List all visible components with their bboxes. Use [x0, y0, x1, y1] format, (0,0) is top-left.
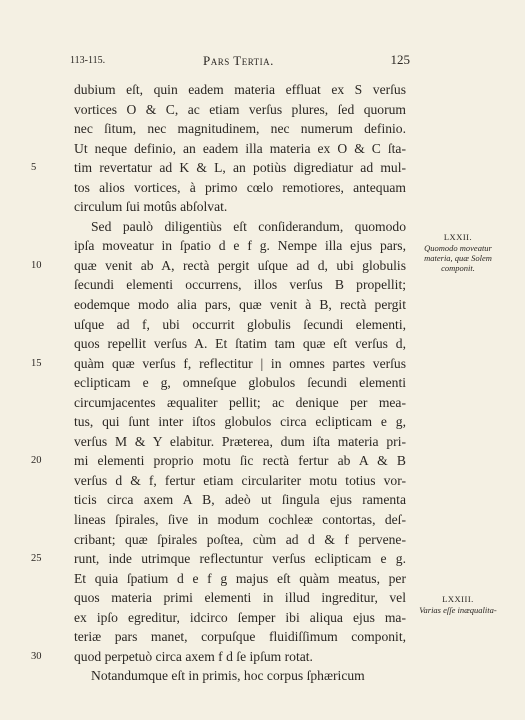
- text-line-content: Et quia ſpatium d e f g majus eſt quàm meatus, per: [74, 570, 406, 586]
- text-line: [31, 256, 406, 276]
- marginal-note-text: Quomodo moveatur materia, quæ Solem componit.: [424, 243, 492, 273]
- text-line: [74, 373, 406, 393]
- line-number: 5: [31, 162, 37, 174]
- text-line-content: verſus d & f, fertur etiam circulariter motu totius vor-: [74, 472, 406, 488]
- text-line-content: ticis circa axem A B, adeò ut ſingula ejus ramenta: [74, 492, 406, 508]
- text-line-content: quos repellit verſus A. Et ſtatim tam quæ eſt verſus d,: [74, 336, 406, 352]
- text-line-content: eodemque modo alia pars, quæ venit à B, rectà pergit: [74, 297, 406, 313]
- text-line-content: runt, inde utrimque reflectuntur verſus eclipticam e g.: [74, 551, 406, 567]
- text-line-content: quod perpetuò circa axem f d ſe ipſum rotat.: [74, 648, 313, 664]
- text-line: [74, 432, 406, 452]
- text-line: [74, 510, 406, 530]
- text-line-content: tus, qui ſunt inter iſtos globulos circa eclipticam e g,: [74, 414, 406, 430]
- body-text: [31, 80, 406, 686]
- page-number: 125: [390, 52, 410, 67]
- text-line: [74, 275, 406, 295]
- text-line: [74, 295, 406, 315]
- marginal-note-72: [410, 232, 506, 273]
- text-line-content: lineas ſpirales, ſive in modum cochleæ contortas, deſ-: [74, 512, 406, 528]
- text-line: [31, 549, 406, 569]
- text-line-content: tos alios vortices, à primo cœlo remotiores, antequam: [74, 179, 406, 195]
- text-line: [31, 158, 406, 178]
- text-line: [74, 569, 406, 589]
- text-line-content: uſque ad f, ubi occurrit globulis ſecundi elementi,: [74, 316, 406, 332]
- text-line: [74, 80, 406, 100]
- text-line-content: quàm quæ verſus f, reflectitur | in omnes partes verſus: [74, 355, 406, 371]
- text-line-content: ex ipſo egreditur, idcirco ſemper ibi aliqua ejus ma-: [74, 609, 406, 625]
- section-range: 113-115.: [70, 55, 106, 66]
- text-line: [74, 139, 406, 159]
- text-line: [74, 471, 406, 491]
- text-line: [74, 236, 406, 256]
- text-line: [74, 627, 406, 647]
- text-line: [74, 393, 406, 413]
- text-line: [74, 588, 406, 608]
- running-header: [70, 52, 410, 72]
- text-line-content: ipſa moveatur in ſpatio d e f g. Nempe illa ejus pars,: [74, 238, 406, 254]
- text-line-content: dubium eſt, quin eadem materia effluat ex S verſus: [74, 82, 406, 97]
- text-line: [74, 334, 406, 354]
- text-line: [74, 217, 406, 237]
- text-line: [74, 412, 406, 432]
- marginal-note-73: [410, 594, 506, 615]
- text-line-content: verſus M & Y elabitur. Præterea, dum iſta materia pri-: [74, 433, 406, 449]
- text-line: [74, 197, 406, 217]
- text-line: [74, 315, 406, 335]
- line-number: 20: [31, 455, 42, 467]
- text-line: [74, 100, 406, 120]
- text-line-content: vortices O & C, ac etiam verſus plures, ſed quorum: [74, 101, 406, 117]
- text-line: [74, 178, 406, 198]
- marginal-note-number: LXXII.: [443, 232, 473, 242]
- text-line: [31, 354, 406, 374]
- line-number: 10: [31, 259, 42, 271]
- text-line-content: teriæ pars manet, corpuſque fluidiſſimum componit,: [74, 629, 406, 645]
- running-title: Pars Tertia.: [203, 53, 274, 68]
- text-line: [74, 119, 406, 139]
- text-line-content: circumjacentes æqualiter pellit; ac denique per mea-: [74, 394, 406, 410]
- text-line: [31, 451, 406, 471]
- text-line-content: cribant; quæ ſpirales poſtea, cùm ad d & f pervene-: [74, 531, 406, 547]
- text-line-content: mi elementi proprio motu ſic rectà fertur ab A & B: [74, 453, 406, 469]
- line-number: 15: [31, 357, 42, 369]
- text-line-content: quæ venit ab A, rectà pergit uſque ad d, ubi globulis: [74, 257, 406, 273]
- text-line-content: quos materia primi elementi in illud ingreditur, vel: [74, 590, 406, 606]
- text-line-content: nec ſitum, nec magnitudinem, nec numerum definio.: [74, 121, 406, 137]
- line-number: 25: [31, 553, 42, 565]
- text-line-content: circulum ſui motûs abſolvat.: [74, 199, 228, 215]
- text-line-content: Notandumque eſt in primis, hoc corpus ſphæricum: [91, 668, 365, 684]
- marginal-note-text: Varias eſſe inæqualita-: [419, 605, 497, 615]
- text-line-content: tim revertatur ad K & L, an potiùs digrediatur ad mul-: [74, 160, 406, 176]
- text-line-content: ſecundi elementi occurrens, illos verſus B propellit;: [74, 277, 406, 293]
- text-line: [74, 490, 406, 510]
- text-line: [74, 666, 406, 686]
- marginal-note-number: LXXIII.: [442, 594, 474, 604]
- text-line: [31, 647, 406, 667]
- text-line-content: Sed paulò diligentiùs eſt conſiderandum, quomodo: [91, 218, 406, 234]
- line-number: 30: [31, 650, 42, 662]
- text-line-content: Ut neque definio, an eadem illa materia ex O & C ſta-: [74, 140, 406, 156]
- text-line: [74, 608, 406, 628]
- text-line: [74, 530, 406, 550]
- text-line-content: eclipticam e g, omneſque globulos ſecundi elementi: [74, 375, 406, 391]
